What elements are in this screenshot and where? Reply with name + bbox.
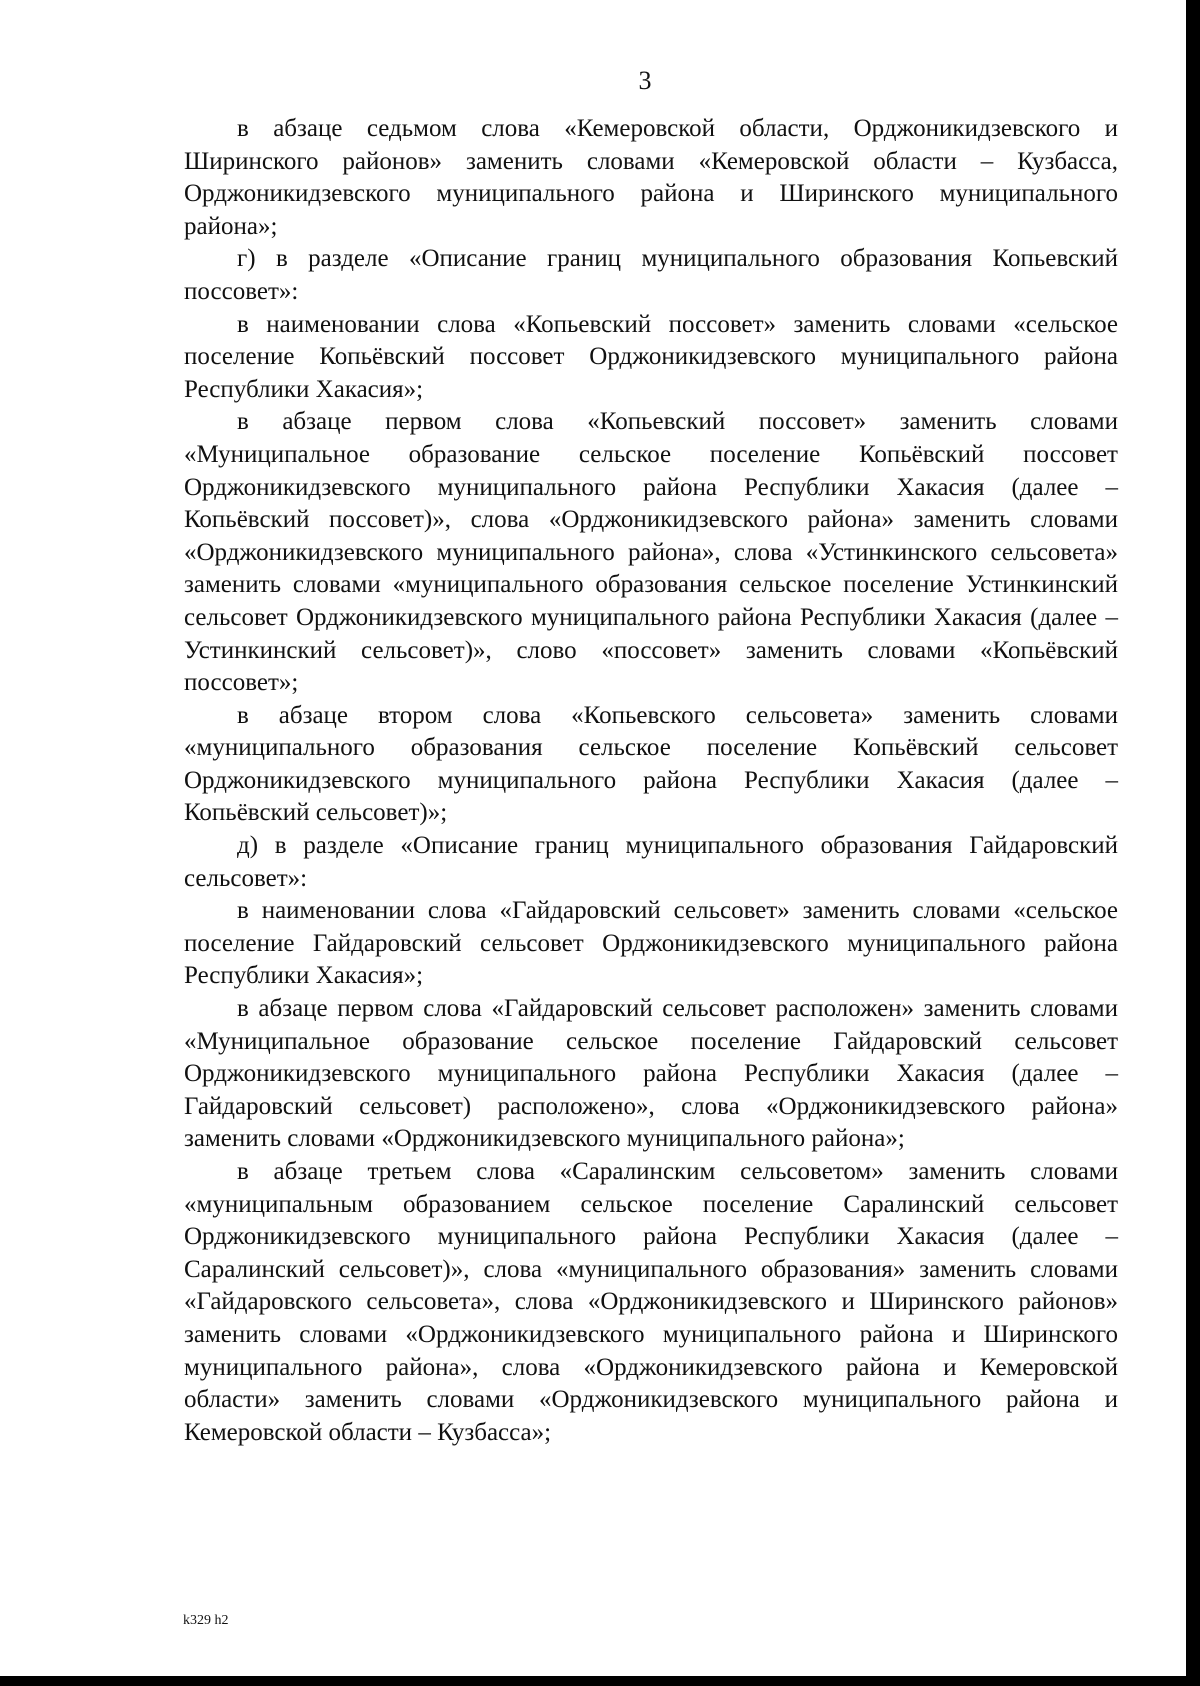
paragraph: д) в разделе «Описание границ муниципального образования Гайдаровский сельсовет»: [184,832,1118,892]
paragraph: в наименовании слова «Копьевский поссовет» заменить словами «сельское поселение Копьёвский поссовет Орджоникидзевского муниципального района Республики Хакасия»; [184,310,1118,403]
document-body [184,113,1118,1449]
paragraph: в наименовании слова «Гайдаровский сельсовет» заменить словами «сельское поселение Гайдаровский сельсовет Орджоникидзевского муниципального района Республики Хакасия»; [184,897,1118,990]
document-code: k329 h2 [183,1613,229,1628]
paragraph: в абзаце первом слова «Копьевский поссовет» заменить словами «Муниципальное образование сельское поселение Копьёвский поссовет Орджоникидзевского муниципального района Республики Хакасия (далее – Копьёвский поссовет)», слова «Орджоникидзевского района» заменить словами «Орджоникидзевского муниципального района», слова «Устинкинского сельсовета» заменить словами «муниципального образования сельское поселение Устинкинский сельсовет Орджоникидзевского муниципального района Республики Хакасия (далее – Устинкинский сельсовет)», слово «поссовет» заменить словами «Копьёвский поссовет»; [184,408,1118,697]
paragraph: в абзаце втором слова «Копьевского сельсовета» заменить словами «муниципального образования сельское поселение Копьёвский сельсовет Орджоникидзевского муниципального района Республики Хакасия (далее – Копьёвский сельсовет)»; [184,701,1118,827]
paragraph: в абзаце первом слова «Гайдаровский сельсовет расположен» заменить словами «Муниципальное образование сельское поселение Гайдаровский сельсовет Орджоникидзевского муниципального района Республики Хакасия (далее – Гайдаровский сельсовет) расположено», слова «Орджоникидзевского района» заменить словами «Орджоникидзевского муниципального района»; [184,995,1118,1153]
page-number: 3 [638,66,652,95]
paragraph: г) в разделе «Описание границ муниципального образования Копьевский поссовет»: [184,245,1118,305]
scan-edge-bottom [0,1676,1200,1686]
paragraph: в абзаце седьмом слова «Кемеровской области, Орджоникидзевского и Ширинского районов» заменить словами «Кемеровской области – Кузбасса, Орджоникидзевского муниципального района и Ширинского муниципального района»; [184,115,1118,240]
scan-edge-right [1186,0,1200,1686]
paragraph: в абзаце третьем слова «Саралинским сельсоветом» заменить словами «муниципальным образованием сельское поселение Саралинский сельсовет Орджоникидзевского муниципального района Республики Хакасия (далее – Саралинский сельсовет)», слова «муниципального образования» заменить словами «Гайдаровского сельсовета», слова «Орджоникидзевского и Ширинского районов» заменить словами «Орджоникидзевского муниципального района и Ширинского муниципального района», слова «Орджоникидзевского района и Кемеровской области» заменить словами «Орджоникидзевского муниципального района и Кемеровской области – Кузбасса»; [184,1158,1118,1446]
